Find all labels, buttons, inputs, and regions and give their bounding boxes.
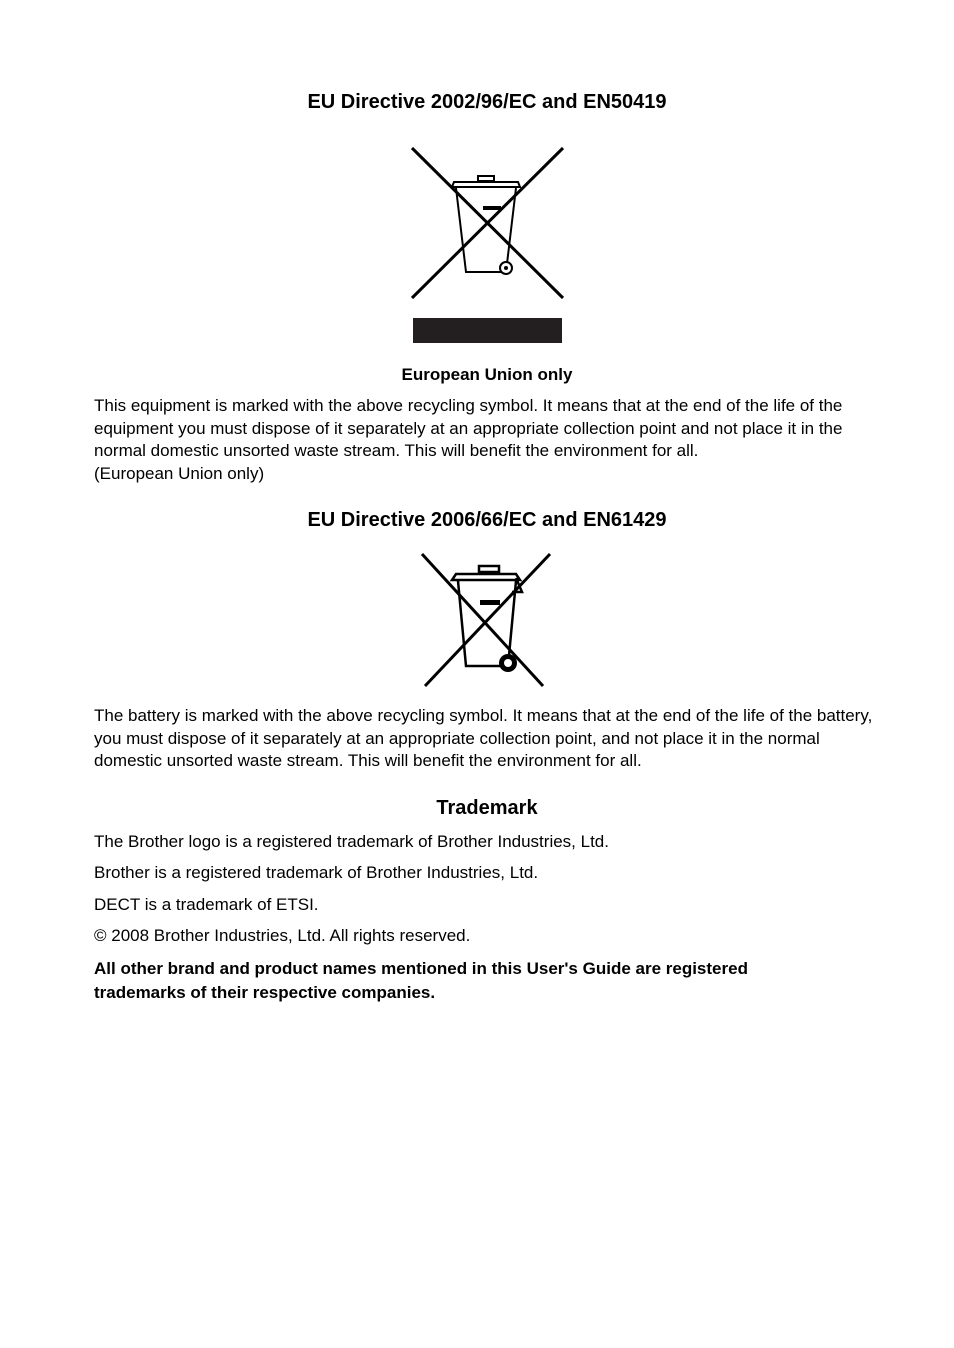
battery-directive-title: EU Directive 2006/66/EC and EN61429 (307, 509, 667, 531)
crossed-out-battery-bin-icon (420, 552, 555, 695)
trademark-title: Trademark (436, 797, 538, 819)
trademark-line: DECT is a trademark of ETSI. (94, 895, 319, 914)
weee-body: This equipment is marked with the above recycling symbol. It means that at the end of the life of the equipment you must dispose of it separately at an appropriate collection point and not place it in the normal domestic unsorted waste stream. This will benefit the environment for all. (94, 396, 843, 460)
trademark-line: The Brother logo is a registered trademark of Brother Industries, Ltd. (94, 832, 609, 851)
battery-body-text: The battery is marked with the above recycling symbol. It means that at the end of the life of the battery, you must dispose of it separately at an appropriate collection point, and not place it in the normal domestic unsorted waste stream. This will benefit the environment for all. (94, 706, 873, 770)
weee-directive-title: EU Directive 2002/96/EC and EN50419 (307, 91, 667, 113)
trademark-closing: All other brand and product names mentioned in this User's Guide are registered trademarks of their respective companies. (94, 959, 748, 1002)
weee-body-note: (European Union only) (94, 463, 265, 483)
crossed-out-wheelie-bin-icon (408, 144, 568, 351)
trademark-line: Brother is a registered trademark of Brother Industries, Ltd. (94, 863, 539, 882)
eu-only-caption: European Union only (401, 365, 573, 384)
copyright-line: © 2008 Brother Industries, Ltd. All rights reserved. (94, 926, 471, 945)
weee-body-text (94, 395, 884, 485)
